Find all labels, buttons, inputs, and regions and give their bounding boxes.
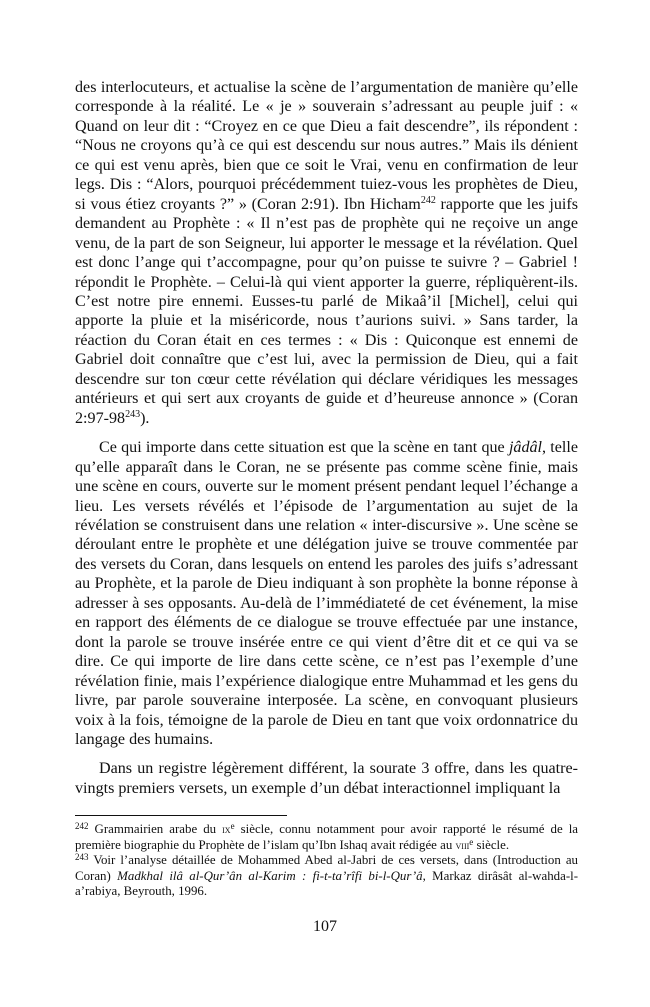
text-run: ). [140,409,150,427]
paragraph [75,78,578,428]
roman-numeral: ix [222,822,231,836]
roman-numeral: viii [455,837,470,852]
footnote-ref: e [469,836,474,847]
text-run: siècle. [473,837,510,852]
footnote-ref: 242 [420,194,436,206]
text-run: , telle qu’elle apparaît dans le Coran, ne se présente pas comme scène finie, mais une scène en cours, ouverte sur le moment présent pendant lequel l’échange a lieu. Les versets révélés et l’épisode de l’argumentation au sujet de la révélation se construisent dans une relation « inter-discursive ». Une scène se déroulant entre le prophète et une délégation juive se trouve commentée par des versets du Coran, dans lesquels on entend les paroles des juifs s’adressant au Prophète, et la parole de Dieu indiquant à son prophète la bonne réponse à adresser à ses opposants. Au-delà de l’immédiateté de cet événement, la mise en rapport des éléments de ce dialogue se trouve effectuée par une instance, dont la parole se trouve insérée entre ce qui vient d’être dit et ce qui va se dire. Ce qui importe de lire dans cette scène, ce n’est pas l’exemple d’une révélation finie, mais l’expérience dialogique entre Muhammad et les gens du livre, par parole souveraine interposée. La scène, en convoquant plusieurs voix à la fois, témoigne de la parole de Dieu en tant que voix ordonnatrice du langage des humains. [75,439,578,748]
page-number: 107 [313,918,337,935]
text-run: Grammairien arabe du [88,822,223,836]
footnote [75,853,578,900]
text-run: rapporte que les juifs demandent au Prophète : « Il n’est pas de prophète qui ne reçoive un ange venu, de la part de son Seigneur, lui apporter le message et la révélation. Quel est donc l’ange qui t’accompagne, pour qu’on puisse te suivre ? – Gabriel ! répondit le Prophète. – Celui-là qui vient apporter la guerre, répliquèrent-ils. C’est notre pire ennemi. Eusses-tu parlé de Mikaâ’il [Michel], celui qui apporte la pluie et la miséricorde, nous t’aurions suivi. » Sans tarder, la réaction du Coran était en ces termes : « Dis : Quiconque est ennemi de Gabriel doit connaître que c’est lui, avec la permission de Dieu, qui a fait descendre sur ton cœur cette révélation qui déclare véridiques les messages antérieurs et qui sert aux croyants de guide et d’heureuse annonce » (Coran 2:97-98 [75,195,579,427]
text-run: Voir l’analyse détaillée de Mohammed Abed al-Jabri de ces versets, dans (Introduction au Coran) [75,853,578,883]
body-text [75,78,578,798]
footnote-separator [75,815,287,816]
paragraph [75,759,578,798]
text-run: Dans un registre légèrement différent, la sourate 3 offre, dans les quatre-vingts premiers versets, un exemple d’un débat interactionnel impliquant la [75,760,578,797]
footnote-ref: 243 [125,408,141,420]
footnote-ref: 243 [75,852,89,863]
footnote-ref: e [230,821,235,831]
paragraph [75,438,578,749]
text-run: des interlocuteurs, et actualise la scène de l’argumentation de manière qu’elle corresponde à la réalité. Le « je » souverain s’adressant au peuple juif : « Quand on leur dit : “Croyez en ce que Dieu a fait descendre”, ils répondent : “Nous ne croyons qu’à ce qui est descendu sur nous autres.” Mais ils dénient ce qui est venu après, bien que ce soit le Vrai, venu en confirmation de leur legs. Dis : “Alors, pourquoi précédemment tuiez-vous les prophètes de Dieu, si vous étiez croyants ?” » (Coran 2:91). Ibn Hicham [75,79,578,213]
footnote-ref: 242 [75,821,89,831]
text-run: , Markaz dirâsât al-wahda-l-a’rabiya, Beyrouth, 1996. [75,868,578,899]
italic-text: Madkhal ilâ al-Qur’ân al-Karim : fi-t-ta’rîfi bi-l-Qur’â [117,868,423,883]
footnotes [75,822,578,900]
text-run: siècle, connu notamment pour avoir rapporté le résumé de la première biographie du Prophète de l’islam qu’Ibn Ishaq avait rédigée au [75,822,579,852]
text-run: Ce qui importe dans cette situation est que la scène en tant que [99,439,509,457]
footnote [75,822,578,853]
italic-text: jâdâl [508,439,543,457]
